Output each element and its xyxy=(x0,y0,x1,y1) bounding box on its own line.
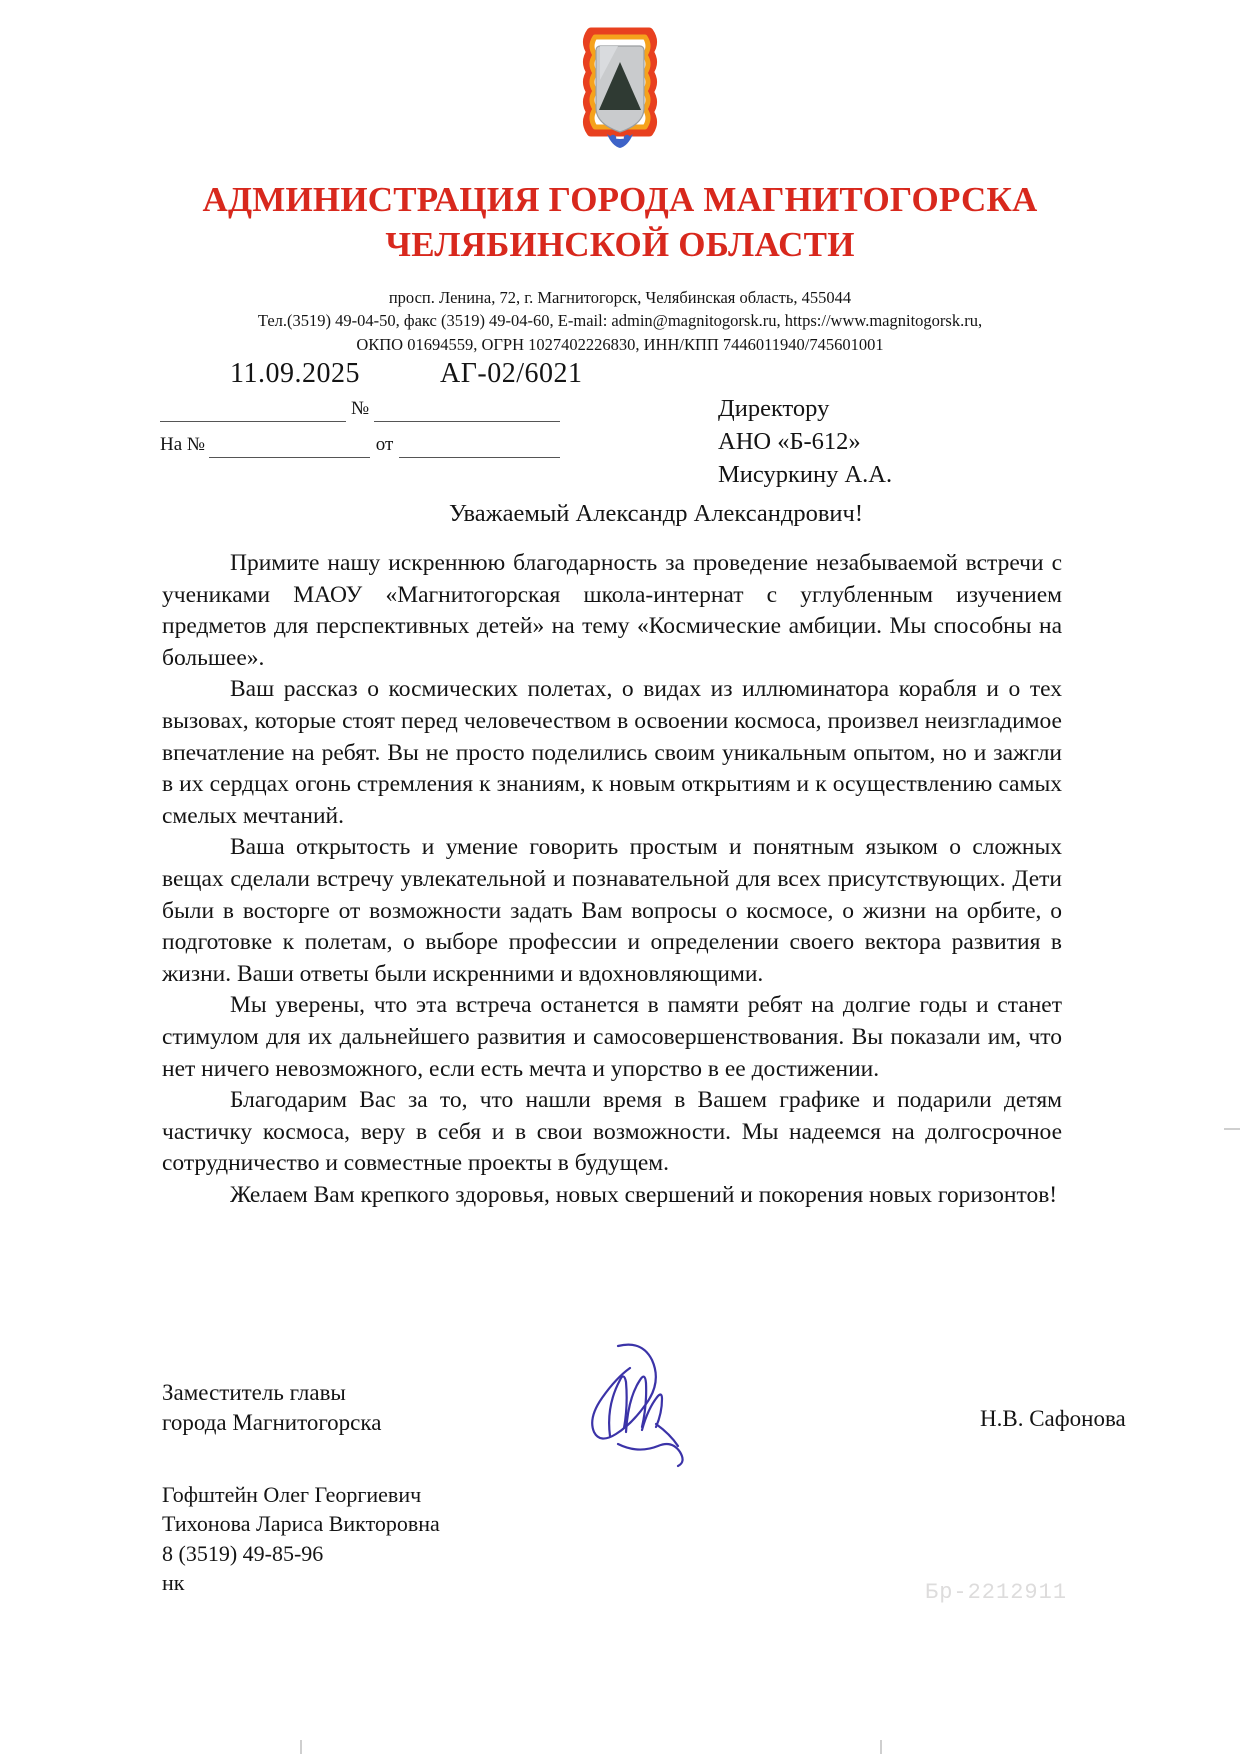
letter-body xyxy=(162,548,1062,1211)
executor-phone: 8 (3519) 49-85-96 xyxy=(162,1540,324,1566)
body-paragraph: Примите нашу искреннюю благодарность за проведение незабываемой встречи с учениками МАОУ «Магнитогорская школа-интернат с углубленным изучением предметов для перспективных детей» на тему «Космические амбиции. Мы способны на большее». xyxy=(162,550,1062,671)
handwritten-signature-icon xyxy=(560,1340,730,1470)
document-number: АГ-02/6021 xyxy=(440,358,583,389)
from-date-rule xyxy=(399,456,560,458)
reference-block xyxy=(160,358,583,455)
executor-name-1: Гофштейн Олег Георгиевич xyxy=(162,1482,422,1507)
contact-phones: Тел.(3519) 49-04-50, факс (3519) 49-04-60, E-mail: admin@magnitogorsk.ru, https://www.magnitogorsk.ru, xyxy=(257,311,983,331)
document-date: 11.09.2025 xyxy=(230,358,360,389)
organization-title-line1: АДМИНИСТРАЦИЯ ГОРОДА МАГНИТОГОРСКА xyxy=(202,180,1038,219)
on-number-label: На № xyxy=(160,434,206,455)
reference-row xyxy=(160,358,583,455)
body-paragraph: Желаем Вам крепкого здоровья, новых свершений и покорения новых горизонтов! xyxy=(230,1181,1058,1208)
faint-registration-code: Бр-2212911 xyxy=(925,1580,1068,1605)
rule-left xyxy=(160,420,346,422)
number-sign-label: № xyxy=(350,398,370,419)
body-paragraph: Ваш рассказ о космических полетах, о видах из иллюминатора корабля и о тех вызовах, которые стоят перед человечеством в освоении космоса, произвел неизгладимое впечатление на ребят. Вы не просто поделились своим уникальным опытом, но и зажгли в их сердцах огонь стремления к знаниям, к новым открытиям и к осуществлению самых смелых мечтаний. xyxy=(162,676,1062,829)
body-paragraph: Ваша открытость и умение говорить простым и понятным языком о сложных вещах сделали встречу увлекательной и познавательной для всех присутствующих. Дети были в восторге от возможности задать Вам вопросы о космосе, о жизни на орбите, о подготовке к полетам, о выборе профессии и определении своего вектора развития в жизни. Ваши ответы были искренними и вдохновляющими. xyxy=(162,834,1062,987)
scan-artifact-bottom-right xyxy=(880,1740,882,1754)
rule-right xyxy=(374,420,560,422)
organization-title-line2: ЧЕЛЯБИНСКОЙ ОБЛАСТИ xyxy=(385,224,855,264)
signer-position-line-2: города Магнитогорска xyxy=(162,1410,382,1436)
contact-address: просп. Ленина, 72, г. Магнитогорск, Челябинская область, 455044 xyxy=(388,288,852,307)
coat-of-arms-icon xyxy=(555,24,685,154)
executor-name-2: Тихонова Лариса Викторовна xyxy=(162,1511,440,1537)
executor-initials: нк xyxy=(162,1569,185,1595)
scan-artifact-bottom-left xyxy=(300,1740,302,1754)
body-paragraph: Мы уверены, что эта встреча останется в памяти ребят на долгие годы и станет стимулом для их дальнейшего развития и самосовершенствования. Вы показали им, что нет ничего невозможного, если есть мечта и упорство в ее достижении. xyxy=(162,992,1062,1082)
organization-title xyxy=(0,178,1240,268)
from-label: от xyxy=(375,434,394,455)
body-paragraph: Благодарим Вас за то, что нашли время в Вашем графике и подарили детям частичку космоса, веру в себя и в свои возможности. Мы надеемся на долгосрочное сотрудничество и совместные проекты в будущем. xyxy=(162,1087,1062,1177)
on-number-rule xyxy=(209,456,370,458)
contact-block xyxy=(0,286,1240,356)
signer-position-line-1: Заместитель главы xyxy=(162,1380,346,1405)
emblem-container xyxy=(0,24,1240,159)
addressee-block xyxy=(718,392,892,491)
scan-artifact-right xyxy=(1224,1128,1240,1130)
salutation: Уважаемый Александр Александрович! xyxy=(448,500,864,527)
addressee-line-1: Директору xyxy=(718,395,830,422)
addressee-line-2: АНО «Б-612» xyxy=(718,428,861,456)
signer-name: Н.В. Сафонова xyxy=(980,1406,1126,1431)
executor-block xyxy=(162,1480,440,1597)
incoming-reference-row xyxy=(160,434,560,458)
signer-position xyxy=(162,1378,381,1439)
number-rule-row xyxy=(160,398,560,422)
contact-registry-codes: ОКПО 01694559, ОГРН 1027402226830, ИНН/КПП 7446011940/745601001 xyxy=(356,334,884,354)
addressee-line-3: Мисуркину А.А. xyxy=(718,461,893,489)
